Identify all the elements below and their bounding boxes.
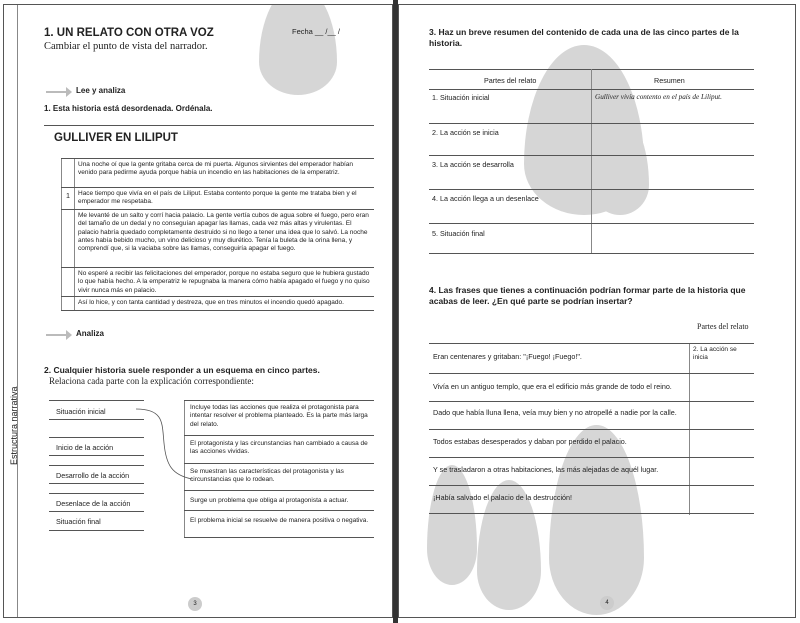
table-header: Resumen <box>654 76 685 85</box>
phrase-answer[interactable]: 2. La acción se inicia <box>693 346 737 362</box>
table-rule <box>429 89 754 90</box>
part-label[interactable]: Situación final <box>56 517 101 526</box>
story-num-rule <box>74 158 75 311</box>
story-rule <box>61 187 374 188</box>
explanation[interactable]: Se muestran las características del protagonista y las circunstancias que lo rodean. <box>190 468 344 484</box>
story-left-rule <box>61 158 62 311</box>
table-part: 2. La acción se inicia <box>432 128 499 137</box>
table-rule <box>429 123 754 124</box>
sidebar-label: Estructura narrativa <box>9 386 19 465</box>
page-number: 3 <box>188 597 202 611</box>
story-num[interactable]: 1 <box>66 191 70 200</box>
part-label[interactable]: Inicio de la acción <box>56 443 114 452</box>
page-number: 4 <box>600 596 614 610</box>
question-2: 2. Cualquier historia suele responder a un esquema en cinco partes. <box>44 365 320 375</box>
expl-rule <box>184 510 374 511</box>
decor-drop <box>549 425 644 615</box>
question-4: 4. Las frases que tienes a continuación podrían formar parte de la historia que acabas de leer. ¿En qué parte se podrían insertar? <box>429 285 746 306</box>
part-label[interactable]: Situación inicial <box>56 407 106 416</box>
parts-rule <box>49 465 144 466</box>
expl-rule <box>184 490 374 491</box>
parts-rule <box>49 455 144 456</box>
parts-rule <box>49 419 144 420</box>
decor-drop <box>259 4 337 95</box>
table-header: Partes del relato <box>484 76 537 85</box>
parts-rule <box>49 530 144 531</box>
partes-label: Partes del relato <box>697 322 749 331</box>
table-summary[interactable]: Gulliver vivía contento en el país de Liliput. <box>595 93 722 101</box>
parts-rule <box>49 493 144 494</box>
divider <box>44 125 374 126</box>
question-3: 3. Haz un breve resumen del contenido de cada una de las cinco partes de la historia. <box>429 27 739 48</box>
phrase-text: Dado que había lluna llena, veía muy bien y no atropellé a nadie por la calle. <box>433 408 677 417</box>
table-rule <box>429 253 754 254</box>
table-part: 1. Situación inicial <box>432 93 490 102</box>
parts-rule <box>49 511 144 512</box>
sidebar <box>4 5 18 618</box>
story-title: GULLIVER EN LILIPUT <box>54 132 178 144</box>
phrase-rule <box>429 401 754 402</box>
phrase-rule <box>429 343 754 344</box>
part-label[interactable]: Desarrollo de la acción <box>56 471 130 480</box>
phrase-text: Vivía en un antiguo templo, que era el edificio más grande de todo el reino. <box>433 382 672 391</box>
table-part: 4. La acción llega a un desenlace <box>432 194 539 203</box>
arrow-icon <box>46 91 68 93</box>
story-rule <box>61 310 374 311</box>
right-page <box>398 4 796 618</box>
phrase-text: ¡Había salvado el palacio de la destrucción! <box>433 493 573 502</box>
phrase-rule <box>429 457 754 458</box>
story-rule <box>61 158 374 159</box>
table-rule <box>429 155 754 156</box>
story-text: Hace tiempo que vivía en el país de Liliput. Estaba contento porque la gente me trataba bien y el emperador me respetaba. <box>78 190 357 206</box>
question-1: 1. Esta historia está desordenada. Ordénala. <box>44 104 213 113</box>
explanation[interactable]: El problema inicial se resuelve de manera positiva o negativa. <box>190 517 369 524</box>
decor-drop <box>427 465 477 585</box>
table-part: 5. Situación final <box>432 229 485 238</box>
part-label[interactable]: Desenlace de la acción <box>56 499 131 508</box>
page-subtitle: Cambiar el punto de vista del narrador. <box>44 41 208 52</box>
connector-line <box>134 403 194 483</box>
table-rule <box>429 189 754 190</box>
page-title: 1. UN RELATO CON OTRA VOZ <box>44 27 214 39</box>
left-page <box>3 4 393 618</box>
phrase-text: Eran centenares y gritaban: "¡Fuego! ¡Fuego!". <box>433 352 582 361</box>
table-part: 3. La acción se desarrolla <box>432 160 514 169</box>
table-col-rule <box>591 69 592 254</box>
expl-rule <box>184 537 374 538</box>
phrase-rule <box>429 485 754 486</box>
expl-rule <box>184 463 374 464</box>
story-text: Una noche oí que la gente gritaba cerca de mi puerta. Algunos sirvientes del emperador habían venido para pedirme ayuda porque había un incendio en las habitaciones de la emperatriz. <box>78 161 353 177</box>
story-rule <box>61 267 374 268</box>
phrase-rule <box>429 429 754 430</box>
explanation[interactable]: Incluye todas las acciones que realiza el protagonista para intentar resolver el problema planteado. Es la parte más larga del relato. <box>190 404 368 428</box>
parts-rule <box>49 437 144 438</box>
table-rule <box>429 223 754 224</box>
story-rule <box>61 296 374 297</box>
question-2-sub: Relaciona cada parte con la explicación correspondiente: <box>49 376 254 386</box>
explanation[interactable]: El protagonista y las circunstancias han cambiado a causa de las acciones vividas. <box>190 440 368 456</box>
parts-rule <box>49 400 144 401</box>
phrase-rule <box>429 513 754 514</box>
section-label-lee: Lee y analiza <box>76 86 126 95</box>
story-rule <box>61 209 374 210</box>
section-label-analiza: Analiza <box>76 329 105 338</box>
story-text: No esperé a recibir las felicitaciones del emperador, porque no estaba seguro que le hubiera gustado lo que había hecho. A la emperatriz le repugnaba la manera cómo había apagado el fuego y no quiso vivir nunca más en palacio. <box>78 270 370 294</box>
story-text: Así lo hice, y con tanta cantidad y destreza, que en tres minutos el incendio quedó apagado. <box>78 299 344 306</box>
phrase-rule <box>429 373 754 374</box>
parts-rule <box>49 483 144 484</box>
phrase-text: Todos estabas desesperados y daban por perdido el palacio. <box>433 437 627 446</box>
date-field[interactable]: Fecha __ /__ / <box>292 27 340 36</box>
arrow-icon <box>46 334 68 336</box>
phrase-text: Y se trasladaron a otras habitaciones, las más alejadas de aquél lugar. <box>433 465 659 474</box>
expl-rule <box>184 400 374 401</box>
story-text: Me levanté de un salto y corrí hacia palacio. La gente vertía cubos de agua sobre el fuego, pero eran del tamaño de un dedal y no conseguían apagar las llamas, cada vez más altas y virulentas. El palacio habría quedado completamente destruido si no llego a tener una idea que lo salvó. La noche antes había bebido mucho, un vino delicioso y muy diurético. Tenía la buleta de la orina llena, y comprendí que, si la vaciaba sobre las llamas, conseguiría apagar el fuego. <box>78 212 369 253</box>
expl-rule <box>184 435 374 436</box>
explanation[interactable]: Surge un problema que obliga al protagonista a actuar. <box>190 497 349 504</box>
